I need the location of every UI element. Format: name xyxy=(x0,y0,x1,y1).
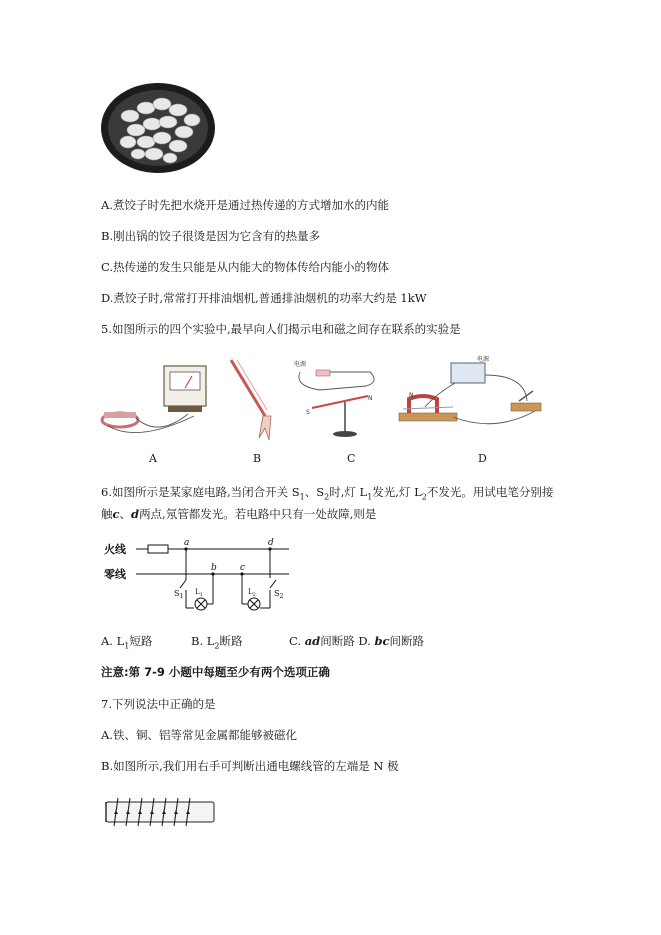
dumplings-photo xyxy=(100,82,216,174)
q4-option-c: C.热传递的发生只能是从内能大的物体传给内能小的物体 xyxy=(101,260,390,274)
point-b-label: b xyxy=(211,563,217,573)
q5-figure-d xyxy=(395,355,545,445)
q7-option-a: A.铁、铜、铝等常见金属都能够被磁化 xyxy=(101,728,297,742)
svg-text:L2: $L_2$ xyxy=(248,588,256,598)
svg-text:S2: $S_2$ xyxy=(274,589,284,600)
q5-caption-b: B xyxy=(253,452,262,465)
neutral-wire-label: 零线 xyxy=(104,568,126,581)
q6-option-a: A. $L_1$短路 xyxy=(101,634,153,651)
q7-stem: 7.下列说法中正确的是 xyxy=(101,697,216,711)
q5-caption-c: C xyxy=(347,452,356,465)
q7-solenoid-figure xyxy=(102,794,220,830)
svg-text:L1: $L_1$ xyxy=(195,588,203,598)
svg-text:N: N xyxy=(409,392,414,399)
q6-option-d: D. bc间断路 xyxy=(358,634,425,648)
q5-figure-b xyxy=(225,358,285,443)
q6-circuit-diagram xyxy=(104,536,294,618)
q5-caption-d: D xyxy=(478,452,487,465)
q4-option-b: B.刚出锅的饺子很烫是因为它含有的热量多 xyxy=(101,229,321,243)
svg-text:N: N xyxy=(368,395,373,402)
q6-stem-line1: 6.如图所示是某家庭电路,当闭合开关 $S_1$、$S_2$时,灯 $L_1$发光,灯 $L_2$不发光。用试电笔分别接 xyxy=(101,485,554,502)
q5-figure-a xyxy=(98,358,213,443)
point-c-label: c xyxy=(240,563,246,573)
q6-option-c: C. ad间断路 xyxy=(289,634,355,648)
q4-option-a: A.煮饺子时先把水烧开是通过热传递的方式增加水的内能 xyxy=(101,198,389,212)
q6-option-b: B. $L_2$断路 xyxy=(191,634,243,651)
q7-option-b: B.如图所示,我们用右手可判断出通电螺线管的左端是 N 极 xyxy=(101,759,399,773)
svg-text:S: S xyxy=(306,409,310,416)
section-note: 注意:第 7-9 小题中每题至少有两个选项正确 xyxy=(101,665,330,679)
point-a-label: a xyxy=(184,538,190,548)
q5-caption-a: A xyxy=(149,452,157,465)
q6-stem-line2: 触c、d两点,氖管都发光。若电路中只有一处故障,则是 xyxy=(101,507,377,521)
point-d-label: d xyxy=(268,538,274,548)
svg-text:电源: 电源 xyxy=(294,361,307,368)
q5-figure-c xyxy=(290,356,380,444)
power-source-label: 电源 xyxy=(477,356,490,363)
live-wire-label: 火线 xyxy=(104,543,126,556)
q5-stem: 5.如图所示的四个实验中,最早向人们揭示电和磁之间存在联系的实验是 xyxy=(101,322,461,336)
svg-text:S1: $S_1$ xyxy=(174,589,184,600)
q6-options xyxy=(101,634,424,653)
q4-option-d: D.煮饺子时,常常打开排油烟机,普通排油烟机的功率大约是 1kW xyxy=(101,291,427,305)
